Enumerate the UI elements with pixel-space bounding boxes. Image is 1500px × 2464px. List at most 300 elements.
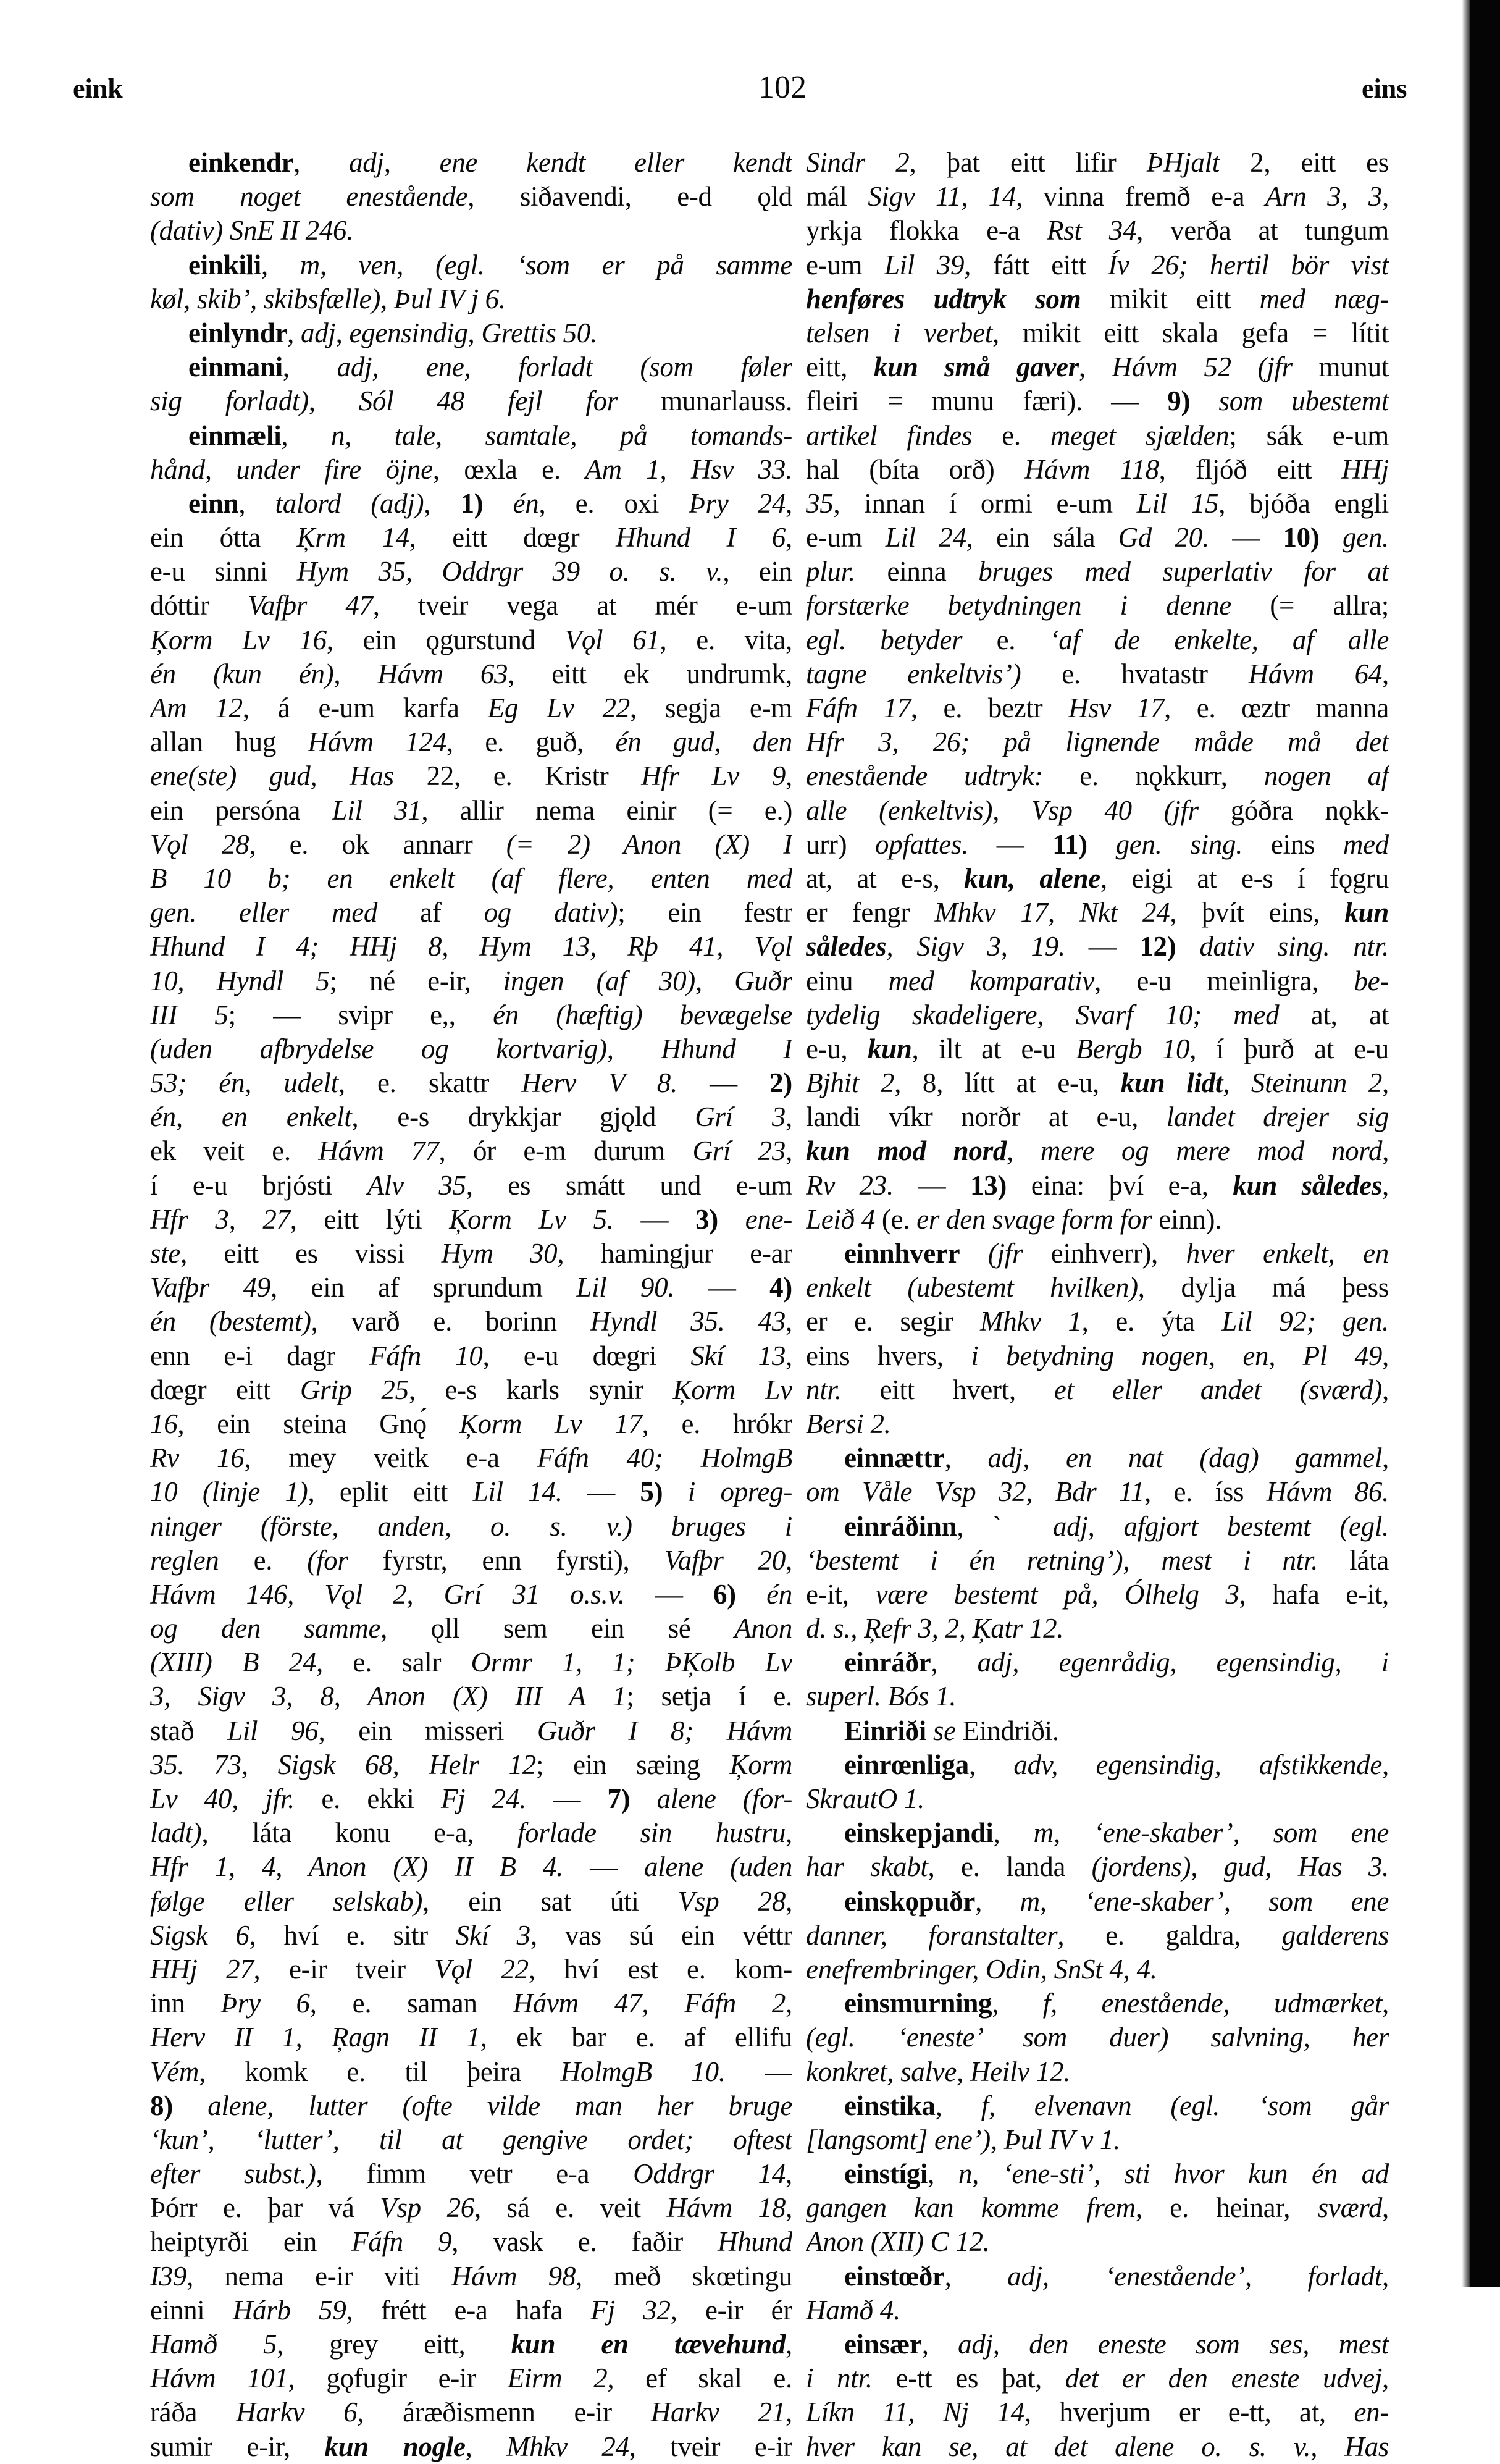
text: , e. hrókr — [642, 1408, 792, 1439]
text: e-tt es þat, — [872, 2363, 1065, 2394]
italic-text: Bersi 2. — [806, 1408, 891, 1439]
italic-text: i betydning nogen, en, Pl 49 — [971, 1340, 1383, 1371]
text: , eigi at e-s í fǫgru — [1100, 862, 1389, 894]
text: , eitt dœgr — [409, 522, 616, 553]
text: , — [944, 1442, 988, 1474]
italic-text: Fáfn 9 — [351, 2226, 452, 2258]
italic-text: se — [932, 1715, 956, 1746]
text-line — [806, 1850, 1389, 1884]
text: , vas sú ein véttr — [530, 1919, 792, 1951]
text: ; — svipr e,, — [228, 999, 493, 1030]
text-line — [806, 487, 1389, 521]
text: , e. skattr — [338, 1067, 522, 1099]
italic-text: Hávm 77 — [318, 1135, 439, 1167]
text: , hví e. sitr — [249, 1919, 456, 1951]
italic-text: én — [513, 487, 539, 519]
text-line — [806, 1032, 1389, 1066]
text: , e-u dœgri — [482, 1340, 691, 1371]
text: eitt hvert, — [841, 1374, 1054, 1405]
text-line — [150, 1510, 792, 1544]
italic-text: Vafþr 20 — [664, 1544, 786, 1576]
text: , ein ǫgurstund — [326, 624, 565, 655]
text-line — [806, 2430, 1389, 2464]
italic-text: Hym 35, Oddrgr 39 o. s. v. — [296, 556, 723, 587]
headword: einráðr — [844, 1647, 931, 1678]
text: , eitt es vissi — [180, 1238, 442, 1269]
text: e-u, — [806, 1033, 868, 1064]
italic-text: reglen — [150, 1544, 219, 1576]
text-line — [150, 1441, 792, 1475]
text-line — [150, 1305, 792, 1339]
headword: einsær — [844, 2329, 922, 2360]
text: , — [931, 1647, 978, 1678]
italic-text: Harkv 21 — [650, 2397, 786, 2428]
headword: einstígi — [844, 2158, 928, 2190]
text — [483, 488, 513, 519]
text — [736, 1579, 766, 1610]
italic-text: SkrautO 1. — [806, 1783, 924, 1814]
italic-text: plur. — [806, 556, 855, 587]
right-column — [806, 146, 1389, 2464]
text-line — [806, 2260, 1389, 2294]
text-line — [150, 214, 792, 248]
italic-text: 3, Sigv 3, 8, Anon (X) III A 1 — [150, 1681, 627, 1712]
text-line — [150, 1032, 792, 1066]
text-line — [806, 930, 1389, 964]
text-line — [806, 1885, 1389, 1919]
italic-text: (uden afbrydelse og kortvarig), Hhund I — [150, 1033, 792, 1064]
italic-text: ‘af de enkelte, af alle — [1049, 624, 1389, 655]
italic-text: telsen i verbet — [806, 317, 992, 348]
text: einni — [150, 2294, 233, 2326]
guide-word-right: eins — [1362, 74, 1407, 104]
headword: einsmurning — [844, 1988, 992, 2019]
italic-text: og dativ) — [484, 897, 618, 928]
text: , — [935, 2090, 981, 2121]
italic-text: Hárb 59 — [232, 2294, 346, 2326]
italic-text: hver enkelt, en — [1186, 1238, 1389, 1269]
italic-text: Eg Lv 22 — [487, 692, 630, 723]
text: Eindriði. — [955, 1715, 1059, 1746]
headword: 7) — [607, 1783, 631, 1814]
italic-text: Bjhit 2 — [806, 1067, 895, 1099]
italic-text: Hávm 118 — [1024, 453, 1159, 485]
text: munut — [1292, 351, 1389, 383]
italic-text: Hávm 64 — [1248, 658, 1383, 689]
headword: einstœðr — [844, 2260, 945, 2292]
text-line — [806, 1169, 1389, 1203]
text-line — [806, 1714, 1389, 1748]
headword: Einriði — [844, 1715, 926, 1746]
text-line — [806, 2055, 1389, 2089]
text: , verða at tungum — [1136, 215, 1389, 246]
text: , e. galdra, — [1057, 1919, 1282, 1951]
italic-text: Hhund I 6 — [615, 522, 786, 553]
italic-text: som noget enestående — [150, 181, 468, 212]
text: , gǫfugir e-ir — [288, 2363, 508, 2394]
text-line — [150, 998, 792, 1032]
italic-text: 10, Hyndl 5 — [150, 965, 330, 996]
text: e. — [219, 1544, 308, 1576]
text-line — [150, 1407, 792, 1441]
italic-text: én — [766, 1578, 792, 1610]
text: , — [944, 2260, 1008, 2292]
text: ein ótta — [150, 522, 297, 553]
text-line — [806, 1373, 1389, 1407]
italic-text: , Mhkv 24 — [465, 2431, 629, 2462]
text-line — [150, 1953, 792, 1987]
text-line — [806, 589, 1389, 623]
text: , e. beztr — [910, 692, 1068, 723]
text: , e-s drykkjar gjǫld — [351, 1101, 695, 1133]
text-line — [150, 384, 792, 418]
text: e-it, — [806, 1578, 876, 1610]
italic-text: (jfr — [987, 1238, 1023, 1269]
headword: 3) — [695, 1203, 718, 1235]
italic-text: med — [1343, 828, 1389, 860]
text — [960, 1238, 988, 1269]
italic-text: ene- — [745, 1203, 792, 1235]
italic-text: (egl. ‘eneste’ som duer) salvning, her — [806, 2022, 1389, 2053]
italic-text: Lil 90. — [576, 1272, 675, 1303]
text: , varð e. borinn — [311, 1306, 590, 1337]
text: , ǫll sem ein sé — [380, 1613, 735, 1644]
headword: 1) — [460, 487, 484, 519]
italic-text: Herv II 1, Ŗagn II 1 — [150, 2022, 480, 2053]
text: ; ein festr — [618, 897, 792, 928]
text — [173, 2090, 207, 2121]
text-line — [150, 2327, 792, 2361]
italic-text: superl. Bós 1. — [806, 1681, 957, 1712]
text: inn — [150, 1988, 221, 2019]
italic-text: Sigv 11, 14 — [868, 181, 1016, 212]
text: e. — [972, 419, 1050, 451]
text-line — [150, 1237, 792, 1271]
text-line — [150, 828, 792, 862]
italic-text: har skabt — [806, 1851, 928, 1883]
text-line — [150, 1714, 792, 1748]
italic-text: Þry 24 — [689, 487, 786, 519]
text: , ein af sprundum — [270, 1272, 577, 1303]
text-line — [150, 2294, 792, 2327]
italic-text: (XIII) B 24 — [150, 1647, 317, 1678]
italic-text: 35 — [806, 487, 834, 519]
text: , — [1382, 658, 1389, 689]
text: — — [624, 1578, 713, 1610]
italic-text: Lv 40, jfr. — [150, 1783, 295, 1814]
text-line — [806, 1544, 1389, 1578]
text-line — [806, 862, 1389, 896]
text: 2, eitt es — [1219, 147, 1389, 178]
text-line — [806, 1919, 1389, 1953]
text: , vask e. faðir — [451, 2226, 718, 2258]
text: , — [992, 1988, 1043, 2019]
text: eins hvers, — [806, 1340, 971, 1371]
italic-text: m, ‘ene-skaber’, som ene — [1033, 1817, 1389, 1849]
emphasis-text: kun — [1344, 897, 1389, 928]
text: — — [968, 828, 1053, 860]
text: e-u sinni — [150, 556, 297, 587]
italic-text: Vafþr 47 — [247, 590, 373, 621]
emphasis-text: kun en tævehund — [511, 2329, 786, 2360]
italic-text: Skí 3 — [455, 1919, 530, 1951]
text-line — [150, 1782, 792, 1816]
text: , — [293, 147, 350, 178]
italic-text: Vǫl 28 — [150, 828, 249, 860]
text: 22, e. Kristr — [393, 760, 642, 792]
text: , — [993, 1817, 1034, 1849]
text: sumir e-ir, — [150, 2431, 325, 2462]
text: , — [238, 487, 275, 519]
text-line — [150, 487, 792, 521]
text: ; ein sæing — [535, 1749, 730, 1780]
italic-text: Hyndl 35. 43 — [590, 1306, 786, 1337]
text-line — [806, 1953, 1389, 1987]
text-line — [150, 1748, 792, 1782]
text-line — [806, 759, 1389, 793]
text-line — [150, 2055, 792, 2089]
italic-text: Hávm 18 — [666, 2192, 786, 2224]
text: , — [786, 2158, 792, 2190]
text: , — [1382, 1135, 1389, 1167]
text-line — [150, 1100, 792, 1134]
italic-text: Ormr 1, 1; ÞĶolb Lv — [471, 1647, 792, 1678]
text: , e. íss — [1144, 1476, 1267, 1508]
headword: einskǫpuðr — [844, 1885, 976, 1917]
text: einn). — [1152, 1203, 1222, 1235]
text: , e-ir ér — [670, 2294, 792, 2326]
text: fyrstr, enn fyrsti), — [348, 1544, 664, 1576]
italic-text: (jordens), gud, Has 3. — [1091, 1851, 1389, 1883]
text: , grey eitt, — [277, 2329, 511, 2360]
text-line — [150, 794, 792, 828]
text: fleiri = munu færi). — — [806, 385, 1168, 417]
italic-text: én gud, den — [615, 726, 792, 758]
italic-text: alle (enkeltvis), Vsp 40 (jfr — [806, 794, 1199, 826]
text-line — [806, 1612, 1389, 1646]
text-line — [806, 794, 1389, 828]
text: , vinna fremð e-a — [1016, 181, 1265, 212]
italic-text: én (bestemt) — [150, 1306, 311, 1337]
italic-text: Grí 23 — [692, 1135, 786, 1167]
text: , hafa e-it, — [1239, 1578, 1389, 1610]
italic-text: Líkn 11, Nj 14 — [806, 2397, 1024, 2428]
text-line — [150, 896, 792, 930]
italic-text: én (hæftig) bevægelse — [493, 999, 792, 1030]
headword: einkendr — [188, 147, 294, 178]
text: — — [677, 1067, 770, 1099]
italic-text: Alv 35 — [367, 1169, 466, 1201]
italic-text: III 5 — [150, 999, 228, 1030]
italic-text: galderens — [1281, 1919, 1389, 1951]
italic-text: gen. sing. — [1115, 828, 1243, 860]
text: , — [1382, 1169, 1389, 1201]
text: , innan í ormi e-um — [833, 487, 1137, 519]
italic-text: Mhkv 17, Nkt 24 — [934, 897, 1170, 928]
text: , fimm vetr e-a — [316, 2158, 634, 2190]
headword: 9) — [1167, 385, 1191, 417]
italic-text: forstærke betydningen i denne — [806, 590, 1231, 621]
text-line — [806, 1237, 1389, 1271]
text-line — [150, 2361, 792, 2395]
headword: einnættr — [844, 1442, 945, 1474]
text: landi víkr norðr at e-u, — [806, 1101, 1167, 1133]
headword: 12) — [1139, 931, 1176, 962]
text: , ein — [723, 556, 792, 587]
italic-text: Hfr Lv 9 — [641, 760, 786, 792]
italic-text: et eller andet (sværd) — [1054, 1374, 1383, 1405]
italic-text: hånd, under fire öjne — [150, 453, 433, 485]
italic-text: Lil 92; gen. — [1221, 1306, 1389, 1337]
text: e. ekki — [295, 1783, 441, 1814]
headword: einskepjandi — [844, 1817, 994, 1849]
text-line — [150, 521, 792, 555]
text-line — [806, 2191, 1389, 2225]
italic-text: Hávm 98 — [451, 2260, 576, 2292]
headword: einmani — [188, 351, 283, 383]
text-line — [150, 657, 792, 691]
italic-text: ste — [150, 1238, 181, 1269]
text-line — [806, 1203, 1389, 1237]
text: hal (bíta orð) — [806, 453, 1024, 485]
italic-text: talord (adj) — [275, 487, 424, 519]
text: , e-u meinligra, — [1094, 965, 1354, 996]
italic-text: sig forladt), Sól 48 fejl for — [150, 385, 618, 417]
italic-text: enestående udtryk: — [806, 760, 1043, 792]
text: at, at e-s, — [806, 862, 965, 894]
italic-text: med komparativ — [888, 965, 1095, 996]
text-line — [806, 2225, 1389, 2259]
italic-text: Am 12 — [150, 692, 243, 723]
italic-text: m, ven, (egl. ‘som er på samme — [300, 249, 792, 280]
text-line — [806, 1475, 1389, 1509]
italic-text: konkret, salve, Heilv 12. — [806, 2056, 1071, 2087]
italic-text: (for — [307, 1544, 348, 1576]
italic-text: adj, ene kendt eller kendt — [349, 147, 792, 178]
italic-text: køl, skib’, skibsfælle), Þul IV j 6. — [150, 283, 506, 314]
headword: 4) — [769, 1272, 792, 1303]
text-line — [806, 350, 1389, 384]
italic-text: d. s., Ŗefr 3, 2, Ķatr 12. — [806, 1613, 1064, 1644]
text-line — [806, 1987, 1389, 2020]
text-line — [150, 1850, 792, 1884]
italic-text: efter subst.) — [150, 2158, 316, 2190]
text-line — [806, 555, 1389, 589]
text: yrkja flokka e-a — [806, 215, 1047, 246]
text-line — [806, 1134, 1389, 1168]
text-line — [150, 862, 792, 896]
italic-text: Grí 3 — [695, 1101, 786, 1133]
italic-text: Hym 30 — [441, 1238, 558, 1269]
text: , — [786, 1885, 792, 1917]
italic-text: Fj 24. — [440, 1783, 527, 1814]
headword: 5) — [640, 1476, 663, 1508]
italic-text: 53; én, udelt — [150, 1067, 338, 1099]
italic-text: det er den eneste udvej — [1065, 2363, 1383, 2394]
italic-text: Rv 16 — [150, 1442, 245, 1474]
text: e. nǫkkurr, — [1043, 760, 1264, 792]
text: , ilt at e-u — [911, 1033, 1076, 1064]
text: e-um — [806, 249, 884, 280]
italic-text: Hfr 3, 26; på lignende måde må det — [806, 726, 1389, 758]
italic-text: [langsomt] ene’), Þul IV v 1. — [806, 2124, 1121, 2155]
italic-text: enefrembringer, Odin, SnSt 4, 4. — [806, 1953, 1157, 1985]
headword: 2) — [769, 1067, 792, 1099]
text-line — [806, 1748, 1389, 1782]
emphasis-text: kun — [867, 1033, 912, 1064]
headword: 8) — [150, 2090, 173, 2121]
text-line — [150, 930, 792, 964]
italic-text: ninger (förste, anden, o. s. v.) bruges i — [150, 1510, 792, 1542]
text-line — [150, 1134, 792, 1168]
italic-text: Hávm 124 — [308, 726, 446, 758]
italic-text: Hhund I 4; HHj 8, Hym 13, Rþ 41, Vǫl — [150, 931, 792, 962]
italic-text: Anon (XII) C 12. — [806, 2226, 990, 2258]
text: , — [1382, 2260, 1389, 2292]
text: , hamingjur e-ar — [557, 1238, 792, 1269]
text: , segja e-m — [629, 692, 792, 723]
text: ; setja í e. — [626, 1681, 792, 1712]
italic-text: Bergb 10 — [1076, 1033, 1190, 1064]
text: góðra nǫkk- — [1198, 794, 1389, 826]
text: , — [424, 487, 461, 519]
text: ein persóna — [150, 794, 332, 826]
scan-border — [1470, 0, 1500, 2287]
italic-text: én (kun én), Hávm 63 — [150, 658, 508, 689]
emphasis-text: kun lidt — [1120, 1067, 1223, 1099]
italic-text: om Våle Vsp 32, Bdr 11 — [806, 1476, 1144, 1508]
text-line — [806, 998, 1389, 1032]
text: , e. guð, — [446, 726, 616, 758]
text-line — [150, 725, 792, 759]
text: , tveir vega at mér e-um — [372, 590, 792, 621]
italic-text: Mhkv 1 — [980, 1306, 1082, 1337]
text: stað — [150, 1715, 228, 1746]
text-line — [150, 623, 792, 657]
text-line — [806, 146, 1389, 180]
text: einu — [806, 965, 889, 996]
text: urr) — [806, 828, 875, 860]
text-line — [150, 146, 792, 180]
text-line — [150, 691, 792, 725]
text-line — [806, 282, 1389, 316]
emphasis-text: kun nogle — [324, 2431, 466, 2462]
italic-text: og den samme — [150, 1613, 381, 1644]
text: láta — [1318, 1544, 1389, 1576]
italic-text: ntr. — [806, 1374, 842, 1405]
italic-text: Lil 96 — [227, 1715, 319, 1746]
text: — — [1065, 931, 1140, 962]
text-line — [806, 828, 1389, 862]
text: — — [613, 1203, 696, 1235]
italic-text: Ķrm 14 — [296, 522, 409, 553]
text: Þórr e. þar vá — [150, 2192, 380, 2224]
italic-text: 10 (linje 1) — [150, 1476, 308, 1508]
italic-text: Ķorm Lv 16 — [150, 624, 327, 655]
italic-text: danner, foranstalter — [806, 1919, 1058, 1951]
text: , — [975, 1885, 1020, 1917]
text: , — [786, 2329, 792, 2360]
text: eina: því e-a, — [1007, 1169, 1233, 1201]
text: , es smátt und e-um — [466, 1169, 792, 1201]
italic-text: adj, den eneste som ses, mest — [958, 2329, 1389, 2360]
italic-text: artikel findes — [806, 419, 973, 451]
italic-text: 35. 73, Sigsk 68, Helr 12 — [150, 1749, 536, 1780]
italic-text: følge eller selskab) — [150, 1885, 423, 1917]
italic-text: Ķorm Lv 5. — [449, 1203, 614, 1235]
italic-text: meget sjælden — [1050, 419, 1230, 451]
headword: einlyndr — [188, 317, 288, 348]
